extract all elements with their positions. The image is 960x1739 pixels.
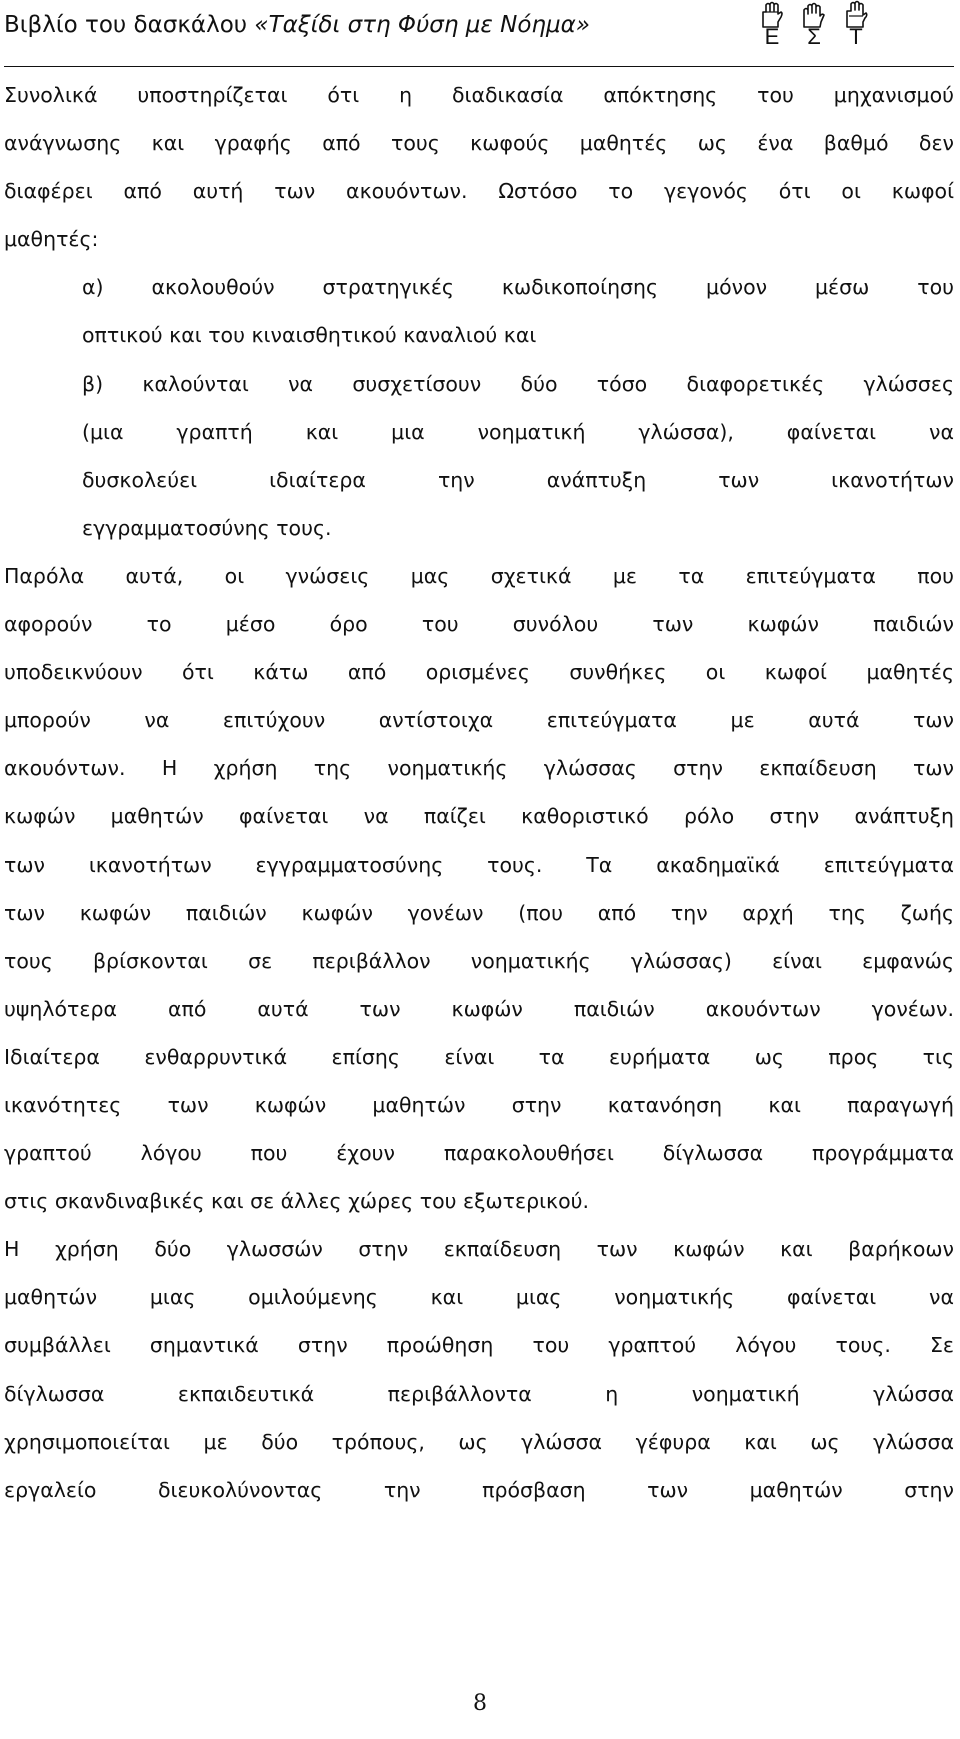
text-line: (μια γραπτή και μια νοηματική γλώσσα), φαίνεται να	[82, 419, 954, 444]
text-line: εργαλείο διευκολύνοντας την πρόσβαση των μαθητών στην	[4, 1477, 954, 1502]
text-line: υψηλότερα από αυτά των κωφών παιδιών ακουόντων γονέων.	[4, 996, 954, 1021]
text-line: γραπτού λόγου που έχουν παρακολουθήσει δίγλωσσα προγράμματα	[4, 1141, 954, 1166]
text-line: συμβάλλει σημαντικά στην προώθηση του γραπτού λόγου τους. Σε	[4, 1333, 954, 1358]
logo-item-s	[796, 0, 832, 48]
text-line: οπτικού και του κιναισθητικού καναλιού και	[82, 323, 537, 348]
body-text	[4, 71, 954, 1514]
text-line: κωφών μαθητών φαίνεται να παίζει καθοριστικό ρόλο στην ανάπτυξη	[4, 804, 954, 829]
text-line: τους βρίσκονται σε περιβάλλον νοηματικής γλώσσας) είναι εμφανώς	[4, 948, 954, 973]
text-line: Ιδιαίτερα ενθαρρυντικά επίσης είναι τα ευρήματα ως προς τις	[4, 1044, 954, 1069]
text-line: δίγλωσσα εκπαιδευτικά περιβάλλοντα η νοηματική γλώσσα	[4, 1381, 954, 1406]
text-line: αφορούν το μέσο όρο του συνόλου των κωφών παιδιών	[4, 612, 954, 637]
logo-item-e	[754, 0, 790, 48]
text-line: χρησιμοποιείται με δύο τρόπους, ως γλώσσα γέφυρα και ως γλώσσα	[4, 1429, 954, 1454]
page-number: 8	[473, 1691, 487, 1716]
text-line: των ικανοτήτων εγγραμματοσύνης τους. Τα ακαδημαϊκά επιτεύγματα	[4, 852, 954, 877]
text-line: μαθητών μιας ομιλούμενης και μιας νοηματικής φαίνεται να	[4, 1285, 954, 1310]
text-line: ικανότητες των κωφών μαθητών στην κατανόηση και παραγωγή	[4, 1092, 954, 1117]
header-divider	[4, 66, 954, 67]
sign-language-logo	[754, 0, 874, 48]
logo-item-t	[838, 0, 874, 48]
text-line: Η χρήση δύο γλωσσών στην εκπαίδευση των κωφών και βαρήκοων	[4, 1237, 954, 1262]
text-line: εγγραμματοσύνης τους.	[82, 515, 332, 540]
list-item-b: β) καλούνται να συσχετίσουν δύο τόσο διαφορετικές γλώσσες	[82, 371, 954, 396]
header-title-book: «Ταξίδι στη Φύση με Νόημα»	[254, 12, 590, 38]
header-title-prefix: Βιβλίο του δασκάλου	[4, 12, 255, 38]
header-title	[4, 10, 590, 40]
text-line: μπορούν να επιτύχουν αντίστοιχα επιτεύγματα με αυτά των	[4, 708, 954, 733]
text-line: ανάγνωσης και γραφής από τους κωφούς μαθητές ως ένα βαθμό δεν	[4, 131, 954, 156]
text-line: διαφέρει από αυτή των ακουόντων. Ωστόσο το γεγονός ότι οι κωφοί	[4, 179, 954, 204]
text-line: των κωφών παιδιών κωφών γονέων (που από την αρχή της ζωής	[4, 900, 954, 925]
text-line: ακουόντων. Η χρήση της νοηματικής γλώσσας στην εκπαίδευση των	[4, 756, 954, 781]
text-line: Παρόλα αυτά, οι γνώσεις μας σχετικά με τα επιτεύγματα που	[4, 563, 954, 588]
text-line: στις σκανδιναβικές και σε άλλες χώρες του εξωτερικού.	[4, 1189, 590, 1214]
text-line: δυσκολεύει ιδιαίτερα την ανάπτυξη των ικανοτήτων	[82, 467, 954, 492]
text-line: μαθητές:	[4, 227, 99, 252]
text-line: υποδεικνύουν ότι κάτω από ορισμένες συνθήκες οι κωφοί μαθητές	[4, 660, 954, 685]
list-item-a: α) ακολουθούν στρατηγικές κωδικοποίησης μόνον μέσω του	[82, 275, 954, 300]
logo-letter: Τ	[849, 24, 863, 49]
text-line: Συνολικά υποστηρίζεται ότι η διαδικασία απόκτησης του μηχανισμού	[4, 83, 954, 107]
page-header	[4, 0, 954, 66]
logo-letter: Σ	[807, 24, 821, 49]
logo-letter: Ε	[764, 24, 780, 49]
